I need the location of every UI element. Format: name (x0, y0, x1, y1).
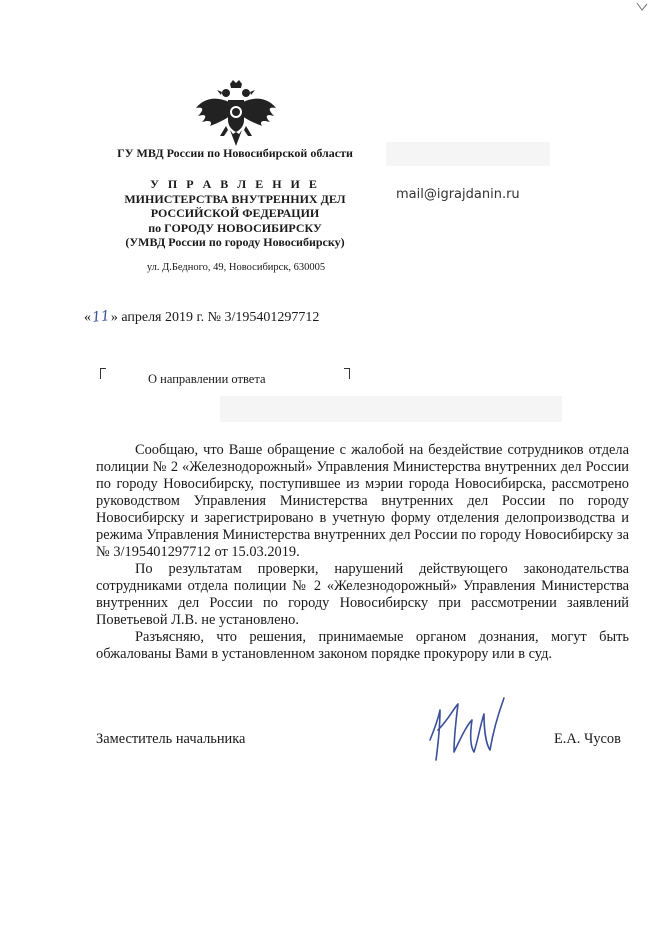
handwritten-signature (424, 690, 524, 770)
organization-line: ГУ МВД России по Новосибирской области (117, 146, 353, 160)
body-paragraph: По результатам проверки, нарушений действующего законодательства сотрудниками отдела полиции № 2 «Железнодорожный» Управления Министерства внутренних дел России по городу Новосибирску при рассмотрении заявлений Поветьевой Л.В. не установлено. (96, 561, 629, 628)
recipient-email: mail@igrajdanin.ru (396, 187, 520, 202)
corner-mark-icon (636, 2, 648, 12)
open-quote: « (84, 310, 91, 325)
eagle-emblem-icon (196, 80, 276, 148)
bracket-right-icon (344, 368, 350, 379)
signatory-title: Заместитель начальника (96, 731, 246, 747)
ministry-address: ул. Д.Бедного, 49, Новосибирск, 630005 (146, 262, 326, 273)
subject-block (100, 368, 350, 390)
handwritten-day: 11 (91, 308, 111, 326)
reference-rest: апреля 2019 г. № 3/195401297712 (121, 310, 320, 325)
body-paragraph: Разъясняю, что решения, принимаемые органом дознания, могут быть обжалованы Вами в установленном законом порядке прокурору или в суд. (96, 629, 629, 662)
body-paragraph: Сообщаю, что Ваше обращение с жалобой на бездействие сотрудников отдела полиции № 2 «Железнодорожный» Управления Министерства внутренних дел России по городу Новосибирску, поступившее из мэрии города Новосибирска, рассмотрено руководством Управления Министерства внутренних дел России по городу Новосибирску и зарегистрировано в учетную форму отделения делопроизводства и режима Управления Министерства внутренних дел России по городу Новосибирску за № 3/195401297712 от 15.03.2019. (96, 442, 629, 560)
ministry-block (95, 177, 375, 250)
ministry-line: по ГОРОДУ НОВОСИБИРСКУ (148, 220, 322, 235)
redacted-area (386, 142, 550, 166)
ministry-line: (УМВД России по городу Новосибирску) (125, 235, 345, 249)
subject-line: О направлении ответа (148, 372, 266, 386)
letter-body (96, 442, 629, 663)
bracket-left-icon (100, 368, 106, 379)
redacted-area (220, 396, 562, 422)
signatory-name: Е.А. Чусов (554, 731, 621, 747)
reference-line (84, 309, 319, 326)
ministry-line: РОССИЙСКОЙ ФЕДЕРАЦИИ (150, 206, 320, 220)
ministry-line: МИНИСТЕРСТВА ВНУТРЕННИХ ДЕЛ (124, 191, 346, 206)
close-quote: » (110, 310, 118, 325)
ministry-title: У П Р А В Л Е Н И Е (150, 177, 320, 191)
